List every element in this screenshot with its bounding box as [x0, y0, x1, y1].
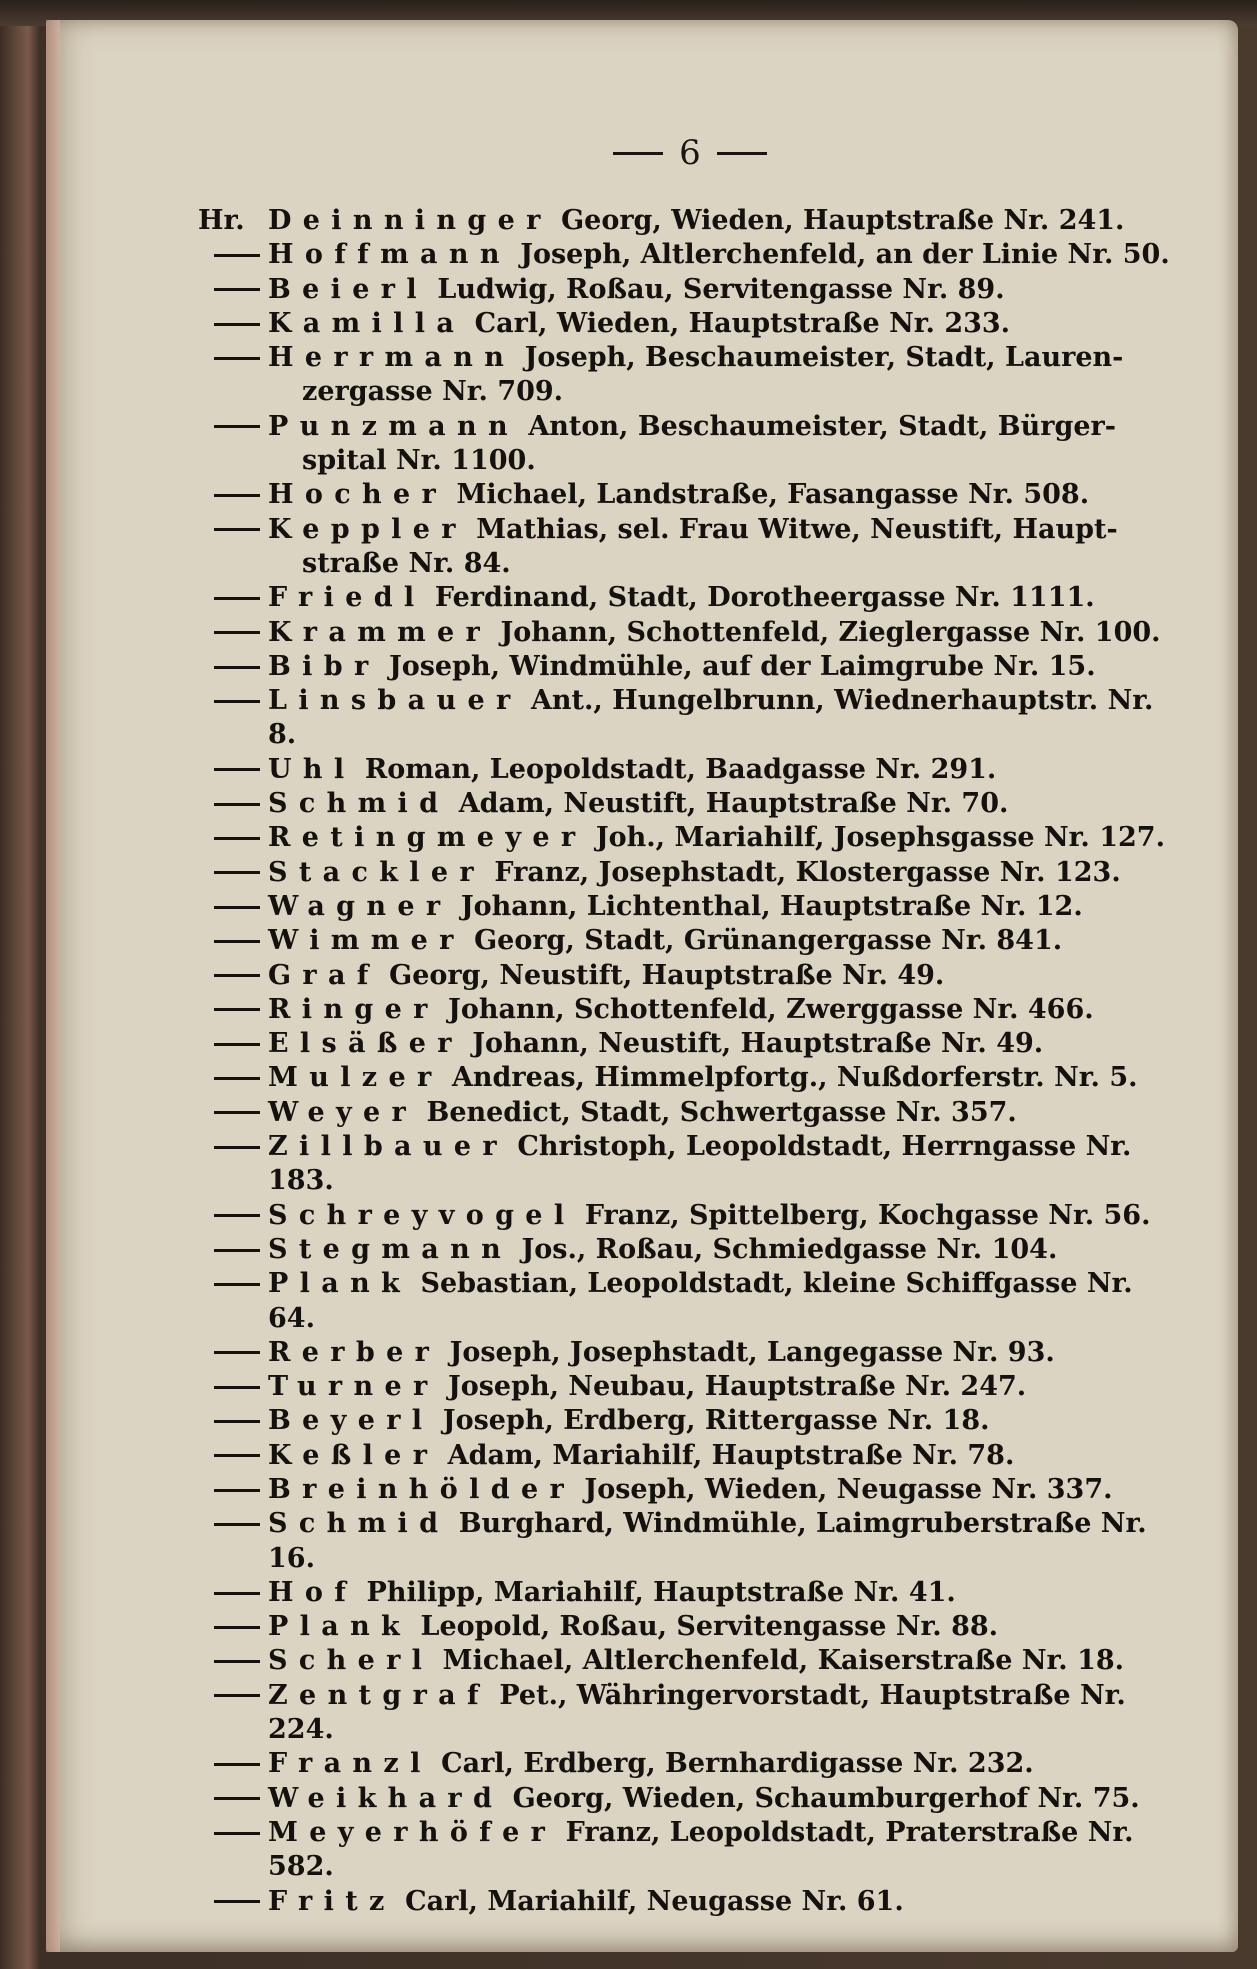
entry-details: Joseph, Neubau, Hauptstraße Nr. 247. [438, 1371, 1027, 1403]
entry-body [268, 1336, 1170, 1370]
surname: Ringer [268, 993, 439, 1025]
entry-details: Ant., Hungelbrunn, Wiednerhauptstr. Nr. 8. [268, 685, 1154, 751]
list-item [198, 341, 1170, 410]
ditto-dash [198, 273, 268, 307]
entry-body [268, 513, 1170, 582]
surname: Hoffmann [268, 239, 511, 271]
ditto-dash [198, 1130, 268, 1164]
entry-body [268, 1782, 1170, 1816]
surname: Stegmann [268, 1233, 513, 1265]
ditto-dash [198, 1439, 268, 1473]
list-item [198, 1473, 1170, 1507]
surname: Graf [268, 959, 380, 991]
entry-body [268, 1885, 1170, 1919]
entry-body [268, 1199, 1170, 1233]
list-item [198, 204, 1170, 238]
surname: Hof [268, 1576, 358, 1608]
entry-body [268, 959, 1170, 993]
list-item [198, 478, 1170, 512]
list-item [198, 821, 1170, 855]
ditto-dash [198, 341, 268, 375]
entry-details: Franz, Josephstadt, Klostergasse Nr. 123. [485, 856, 1121, 888]
surname: Turner [268, 1371, 439, 1403]
surname: Beyerl [268, 1405, 434, 1437]
ditto-dash [198, 821, 268, 855]
surname: Mulzer [268, 1062, 443, 1094]
entry-body [268, 1267, 1170, 1336]
surname: Herrmann [268, 342, 516, 374]
entry-details: Georg, Wieden, Schaumburgerhof Nr. 75. [503, 1782, 1140, 1814]
entry-body [268, 1473, 1170, 1507]
list-item [198, 1610, 1170, 1644]
surname: Zentgraf [268, 1679, 490, 1711]
entry-details: Michael, Landstraße, Fasangasse Nr. 508. [447, 479, 1090, 511]
entry-details: Benedict, Stadt, Schwertgasse Nr. 357. [417, 1096, 1017, 1128]
list-item [198, 1130, 1170, 1199]
list-item [198, 959, 1170, 993]
surname: Zillbauer [268, 1131, 508, 1163]
entry-body [268, 650, 1170, 684]
entry-details: Joh., Mariahilf, Josephsgasse Nr. 127. [586, 822, 1165, 854]
entry-details: Pet., Währingervorstadt, Hauptstraße Nr. 224. [268, 1679, 1126, 1746]
list-item [198, 410, 1170, 479]
list-item [198, 273, 1170, 307]
list-item [198, 1576, 1170, 1610]
entry-body [268, 1816, 1170, 1885]
ditto-dash [198, 1679, 268, 1713]
entry-body [268, 1644, 1170, 1678]
list-item [198, 650, 1170, 684]
entry-body [268, 1679, 1170, 1748]
entry-details: Joseph, Windmühle, auf der Laimgrube Nr. 15. [379, 650, 1096, 682]
entry-details: Christoph, Leopoldstadt, Herrngasse Nr. 183. [268, 1131, 1132, 1197]
entry-body [268, 410, 1170, 479]
entry-details: Burghard, Windmühle, Laimgruberstraße Nr. 16. [268, 1508, 1147, 1574]
ditto-dash [198, 513, 268, 547]
list-item [198, 307, 1170, 341]
entry-body [268, 1747, 1170, 1781]
ditto-dash [198, 1747, 268, 1781]
list-item [198, 1199, 1170, 1233]
ditto-dash [198, 307, 268, 341]
entry-details: Franz, Leopoldstadt, Praterstraße Nr. 582. [268, 1816, 1134, 1883]
entry-details: Carl, Wieden, Hauptstraße Nr. 233. [465, 307, 1011, 339]
ditto-dash [198, 787, 268, 821]
ditto-dash [198, 1782, 268, 1816]
surname: Weikhard [268, 1782, 504, 1814]
surname: Krammer [268, 616, 492, 648]
surname: Stackler [268, 856, 485, 888]
ditto-dash [198, 1507, 268, 1541]
list-item [198, 684, 1170, 753]
entry-body [268, 1439, 1170, 1473]
list-item [198, 513, 1170, 582]
surname: Fritz [268, 1885, 396, 1917]
surname: Keßler [268, 1439, 439, 1471]
entry-details: Adam, Mariahilf, Hauptstraße Nr. 78. [438, 1439, 1015, 1471]
entry-body [268, 1610, 1170, 1644]
entry-details: Georg, Stadt, Grünangergasse Nr. 841. [464, 925, 1063, 957]
list-item [198, 890, 1170, 924]
entry-body [268, 1130, 1170, 1199]
entry-details: Jos., Roßau, Schmiedgasse Nr. 104. [512, 1233, 1058, 1265]
entry-details: Joseph, Altlerchenfeld, an der Linie Nr. 50. [510, 239, 1170, 271]
entry-body [268, 478, 1170, 512]
ditto-dash [198, 1199, 268, 1233]
list-item [198, 787, 1170, 821]
surname: Schmid [268, 1508, 450, 1540]
entry-details: Ludwig, Roßau, Servitengasse Nr. 89. [427, 273, 1005, 305]
surname: Elsäßer [268, 1028, 463, 1060]
header-rule-left [613, 152, 663, 155]
ditto-dash [198, 1370, 268, 1404]
list-item [198, 1096, 1170, 1130]
ditto-dash [198, 890, 268, 924]
entry-body [268, 204, 1170, 238]
surname: Wagner [268, 890, 452, 922]
entry-details: Carl, Erdberg, Bernhardigasse Nr. 232. [431, 1748, 1034, 1780]
list-item [198, 753, 1170, 787]
surname: Wimmer [268, 925, 465, 957]
surname: Deinninger [268, 205, 552, 236]
entry-details: Franz, Spittelberg, Kochgasse Nr. 56. [575, 1199, 1151, 1231]
list-item [198, 1679, 1170, 1748]
ditto-dash [198, 478, 268, 512]
list-item [198, 1782, 1170, 1816]
ditto-dash [198, 1885, 268, 1919]
entry-details: Georg, Wieden, Hauptstraße Nr. 241. [551, 205, 1125, 236]
entry-body [268, 856, 1170, 890]
surname: Retingmeyer [268, 822, 587, 854]
list-item [198, 1816, 1170, 1885]
title-prefix: Hr. [198, 205, 245, 236]
surname: Schmid [268, 788, 450, 820]
entry-body [268, 1233, 1170, 1267]
entry-body [268, 1027, 1170, 1061]
entry-details: Adam, Neustift, Hauptstraße Nr. 70. [449, 788, 1009, 820]
list-item [198, 1644, 1170, 1678]
ditto-dash [198, 410, 268, 444]
list-item [198, 1061, 1170, 1095]
entry-details: Johann, Neustift, Hauptstraße Nr. 49. [462, 1028, 1044, 1060]
header-rule-right [717, 152, 767, 155]
list-item [198, 993, 1170, 1027]
page-header [570, 128, 810, 178]
entry-details: Roman, Leopoldstadt, Baadgasse Nr. 291. [355, 753, 997, 785]
ditto-dash [198, 1096, 268, 1130]
surname: Beierl [268, 273, 428, 305]
entry-body [268, 787, 1170, 821]
entry-body [268, 1507, 1170, 1576]
ditto-dash [198, 1267, 268, 1301]
entry-details: Michael, Altlerchenfeld, Kaiserstraße Nr. 18. [433, 1645, 1125, 1677]
entry-body [268, 684, 1170, 753]
ditto-dash [198, 959, 268, 993]
surname: Kamilla [268, 307, 466, 339]
entry-body [268, 1370, 1170, 1404]
entry-body [268, 890, 1170, 924]
ditto-dash [198, 856, 268, 890]
ditto-dash [198, 684, 268, 718]
ditto-dash [198, 1576, 268, 1610]
list-item [198, 1747, 1170, 1781]
entry-details: Joseph, Josephstadt, Langegasse Nr. 93. [440, 1336, 1055, 1368]
list-item [198, 1370, 1170, 1404]
entry-details: Andreas, Himmelpfortg., Nußdorferstr. Nr. 5. [442, 1062, 1138, 1094]
list-item [198, 924, 1170, 958]
entry-body [268, 1061, 1170, 1095]
surname: Plank [268, 1268, 412, 1300]
directory-list [198, 204, 1170, 1919]
surname: Keppler [268, 513, 467, 545]
entry-continuation: straße Nr. 84. [302, 547, 511, 579]
surname: Schreyvogel [268, 1199, 576, 1231]
surname: Bibr [268, 650, 380, 682]
list-item [198, 1404, 1170, 1438]
surname: Rerber [268, 1336, 441, 1368]
ditto-dash [198, 1404, 268, 1438]
entry-body [268, 1404, 1170, 1438]
list-item [198, 1336, 1170, 1370]
list-item [198, 1027, 1170, 1061]
ditto-dash [198, 1816, 268, 1850]
entry-details: Georg, Neustift, Hauptstraße Nr. 49. [379, 959, 945, 991]
page-number: 6 [679, 133, 701, 173]
entry-details: Philipp, Mariahilf, Hauptstraße Nr. 41. [357, 1576, 956, 1608]
list-item [198, 238, 1170, 272]
entry-body [268, 821, 1170, 855]
surname: Punzmann [268, 410, 519, 442]
ditto-dash [198, 1061, 268, 1095]
ditto-dash [198, 1473, 268, 1507]
entry-details: Carl, Mariahilf, Neugasse Nr. 61. [395, 1885, 904, 1917]
list-item [198, 1507, 1170, 1576]
surname: Breinhölder [268, 1473, 576, 1505]
surname: Franzl [268, 1748, 432, 1780]
list-item [198, 1233, 1170, 1267]
entry-body [268, 993, 1170, 1027]
surname: Plank [268, 1611, 412, 1643]
list-item [198, 616, 1170, 650]
list-item [198, 1885, 1170, 1919]
ditto-dash [198, 753, 268, 787]
entry-body [268, 616, 1170, 650]
ditto-dash [198, 616, 268, 650]
ditto-dash [198, 1336, 268, 1370]
entry-details: Joseph, Wieden, Neugasse Nr. 337. [575, 1473, 1113, 1505]
surname: Meyerhöfer [268, 1816, 557, 1848]
entry-details: Johann, Lichtenthal, Hauptstraße Nr. 12. [451, 890, 1083, 922]
ditto-dash [198, 1644, 268, 1678]
list-item [198, 1439, 1170, 1473]
entry-body [268, 341, 1170, 410]
ditto-dash [198, 924, 268, 958]
list-item [198, 856, 1170, 890]
surname: Uhl [268, 753, 356, 785]
entry-continuation: zergasse Nr. 709. [302, 376, 564, 408]
entry-details: Leopold, Roßau, Servitengasse Nr. 88. [411, 1611, 999, 1643]
ditto-dash [198, 650, 268, 684]
entry-details: Mathias, sel. Frau Witwe, Neustift, Haupt- [466, 513, 1118, 545]
entry-details: Johann, Schottenfeld, Zwerggasse Nr. 466. [438, 993, 1094, 1025]
surname: Scherl [268, 1645, 434, 1677]
ditto-dash [198, 581, 268, 615]
entry-details: Ferdinand, Stadt, Dorotheergasse Nr. 1111. [425, 582, 1095, 614]
list-item [198, 1267, 1170, 1336]
entry-body [268, 238, 1170, 272]
entry-details: Joseph, Erdberg, Rittergasse Nr. 18. [433, 1405, 990, 1437]
entry-body [268, 273, 1170, 307]
entry-body [268, 924, 1170, 958]
ditto-dash [198, 1233, 268, 1267]
entry-body [268, 307, 1170, 341]
ditto-dash [198, 993, 268, 1027]
surname: Hocher [268, 479, 448, 511]
page-gutter-edge [46, 20, 60, 1952]
entry-details: Johann, Schottenfeld, Zieglergasse Nr. 100. [491, 616, 1161, 648]
entry-body [268, 1576, 1170, 1610]
surname: Linsbauer [268, 685, 522, 717]
entry-details: Anton, Beschaumeister, Stadt, Bürger- [518, 410, 1116, 442]
ditto-dash [198, 1027, 268, 1061]
entry-body [268, 1096, 1170, 1130]
entry-details: Sebastian, Leopoldstadt, kleine Schiffgasse Nr. 64. [268, 1268, 1133, 1334]
entry-body [268, 753, 1170, 787]
list-item [198, 581, 1170, 615]
entry-body [268, 581, 1170, 615]
surname: Weyer [268, 1096, 418, 1128]
surname: Friedl [268, 582, 426, 614]
ditto-dash [198, 1610, 268, 1644]
ditto-dash [198, 238, 268, 272]
entry-continuation: spital Nr. 1100. [302, 445, 536, 477]
entry-details: Joseph, Beschaumeister, Stadt, Lauren- [515, 342, 1124, 374]
